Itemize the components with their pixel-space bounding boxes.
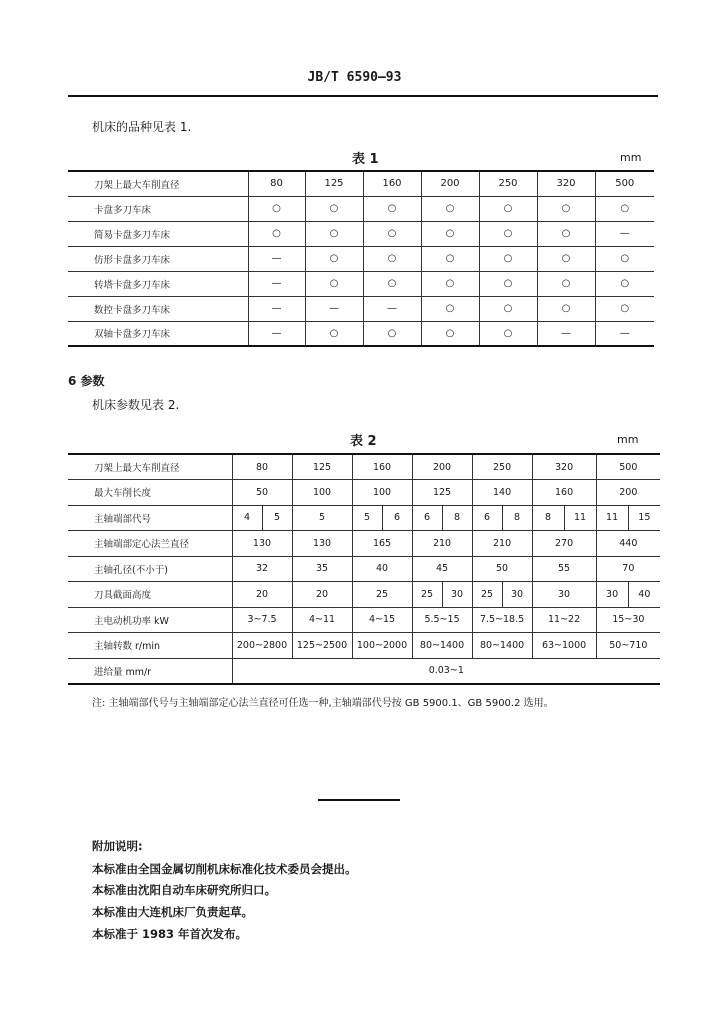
table-cell: ○ [421,296,479,321]
table-cell: 6 [382,505,412,531]
table-cell: ○ [305,321,363,346]
table-cell: 32 [232,556,292,582]
table-cell: ○ [421,246,479,271]
section-6-title: 6 参数 [68,374,105,388]
table-cell: 320 [532,454,596,480]
table-cell: 200~2800 [232,633,292,659]
table-cell: 80~1400 [472,633,532,659]
table-cell: 160 [352,454,412,480]
table2-note: 注: 主轴端部代号与主轴端部定心法兰直径可任选一种,主轴端部代号按 GB 5900.1、GB 5900.2 选用。 [92,698,554,709]
end-rule [318,799,400,801]
table-cell: 30 [502,582,532,608]
table-cell: 125 [412,480,472,506]
table-cell: 20 [232,582,292,608]
table-cell: 40 [352,556,412,582]
table-cell: — [595,221,654,246]
additional-notes-title: 附加说明: [92,839,143,853]
table-cell: ○ [595,296,654,321]
table-row [68,607,660,633]
table1-header-cell: 500 [595,171,654,196]
table1-header-cell: 200 [421,171,479,196]
table-row [68,531,660,557]
table-cell: 160 [532,480,596,506]
table-cell: ○ [305,221,363,246]
table-cell: ○ [479,271,537,296]
table-cell: ○ [363,196,421,221]
row-label: 仿形卡盘多刀车床 [68,246,248,271]
table1-caption: 表 1 [352,152,379,167]
table-cell: ○ [305,196,363,221]
table-cell: 25 [352,582,412,608]
row-label: 最大车削长度 [68,480,232,506]
table-row [68,246,654,271]
row-label: 主轴孔径(不小于) [68,556,232,582]
table-cell: — [248,296,305,321]
table-cell: ○ [248,196,305,221]
additional-note-line: 本标准由大连机床厂负责起草。 [92,905,253,919]
table-cell: 11 [564,505,596,531]
table-cell: 130 [292,531,352,557]
table-cell: 40 [628,582,660,608]
table-cell: 20 [292,582,352,608]
table-cell: 7.5~18.5 [472,607,532,633]
table-cell: 45 [412,556,472,582]
table-cell: ○ [595,246,654,271]
additional-note-line: 本标准于 1983 年首次发布。 [92,927,248,941]
table-row [68,658,660,684]
table-cell: 100 [292,480,352,506]
row-label: 转塔卡盘多刀车床 [68,271,248,296]
table-cell: 130 [232,531,292,557]
table-cell: 165 [352,531,412,557]
row-label: 主轴端部代号 [68,505,232,531]
table-cell: ○ [363,221,421,246]
table-cell: ○ [479,321,537,346]
table2-caption: 表 2 [350,434,377,449]
table-cell: ○ [479,196,537,221]
table-cell: ○ [305,246,363,271]
table-cell: 4~11 [292,607,352,633]
table-cell: ○ [537,296,595,321]
table-cell: 4 [232,505,262,531]
table-cell: ○ [421,196,479,221]
table-cell: ○ [537,196,595,221]
table2-unit: mm [617,433,639,446]
additional-note-line: 本标准由全国金属切削机床标准化技术委员会提出。 [92,862,357,876]
table-cell: 270 [532,531,596,557]
table-cell: 140 [472,480,532,506]
table-cell: 4~15 [352,607,412,633]
table-cell: 8 [532,505,564,531]
table-cell: ○ [479,221,537,246]
table-cell: 80~1400 [412,633,472,659]
standard-code-header: JB/T 6590—93 [307,70,402,85]
table-cell: ○ [421,221,479,246]
table-cell: 8 [442,505,472,531]
table-cell: 55 [532,556,596,582]
table1-header-cell: 160 [363,171,421,196]
row-label: 主轴端部定心法兰直径 [68,531,232,557]
additional-note-line: 本标准由沈阳自动车床研究所归口。 [92,883,276,897]
row-label: 双轴卡盘多刀车床 [94,329,171,341]
table-cell: 11 [596,505,628,531]
table-cell: 30 [442,582,472,608]
table-cell: 50~710 [596,633,660,659]
table-row [68,556,660,582]
table-cell: 30 [596,582,628,608]
table-cell: ○ [595,196,654,221]
row-label: 卡盘多刀车床 [68,196,248,221]
table-cell: ○ [537,246,595,271]
table-cell: 5 [292,505,352,531]
table-cell: 0.03~1 [232,658,660,684]
table-cell: ○ [421,321,479,346]
table-cell: ○ [363,271,421,296]
table1-unit: mm [620,151,642,164]
table-cell: ○ [363,321,421,346]
table-cell: 8 [502,505,532,531]
table-cell: ○ [537,221,595,246]
table-cell: 5 [262,505,292,531]
table2 [68,453,660,685]
table-cell: 200 [412,454,472,480]
table-cell: 5 [352,505,382,531]
table-row [68,321,654,346]
table-row [68,221,654,246]
table-cell: 30 [532,582,596,608]
table-cell: ○ [479,296,537,321]
table-cell: 15 [628,505,660,531]
table-cell: 11~22 [532,607,596,633]
table1-header-cell: 125 [305,171,363,196]
table-cell: 25 [472,582,502,608]
table-cell: 6 [472,505,502,531]
table-cell: 6 [412,505,442,531]
row-label: 刀架上最大车削直径 [68,454,232,480]
table-cell: 50 [472,556,532,582]
table-row [68,196,654,221]
table-cell: — [363,296,421,321]
table-row [68,505,660,531]
table-cell: — [595,321,654,346]
intro-text: 机床的品种见表 1. [92,120,192,134]
table-cell: 200 [596,480,660,506]
table-cell: 250 [472,454,532,480]
table-cell: 50 [232,480,292,506]
table-row [68,271,654,296]
table-cell: ○ [305,271,363,296]
table-cell: — [537,321,595,346]
table-cell: 15~30 [596,607,660,633]
table-cell: — [248,246,305,271]
table1-header-cell: 80 [248,171,305,196]
table1-header-cell: 320 [537,171,595,196]
header-rule [68,95,658,97]
table-cell: 63~1000 [532,633,596,659]
row-label: 刀具截面高度 [68,582,232,608]
table-row [68,296,654,321]
table-cell: 35 [292,556,352,582]
table-cell: 125 [292,454,352,480]
table-cell: ○ [248,221,305,246]
table-row [68,454,660,480]
table-cell: 80 [232,454,292,480]
table-cell: ○ [363,246,421,271]
table-cell: ○ [537,271,595,296]
table-cell: — [248,321,305,346]
table-cell: 210 [472,531,532,557]
table-cell: ○ [421,271,479,296]
table-cell: 70 [596,556,660,582]
table-cell: 5.5~15 [412,607,472,633]
table-cell: 25 [412,582,442,608]
table-cell: 500 [596,454,660,480]
table-row [68,582,660,608]
row-label: 主电动机功率 kW [68,607,232,633]
table-cell: — [305,296,363,321]
table1-header-cell: 刀架上最大车削直径 [68,171,248,196]
table-cell: — [248,271,305,296]
section-6-text: 机床参数见表 2. [92,398,180,412]
table1 [68,170,654,347]
table-cell: 100~2000 [352,633,412,659]
table-cell: ○ [479,246,537,271]
row-label: 主轴转数 r/min [68,633,232,659]
row-label: 进给量 mm/r [94,666,152,678]
table-cell: 440 [596,531,660,557]
table1-header-row [68,171,654,196]
table-row [68,633,660,659]
table-cell: ○ [595,271,654,296]
table-cell: 3~7.5 [232,607,292,633]
row-label: 简易卡盘多刀车床 [68,221,248,246]
table-cell: 125~2500 [292,633,352,659]
table-cell: 100 [352,480,412,506]
table-row [68,480,660,506]
row-label: 数控卡盘多刀车床 [68,296,248,321]
table1-header-cell: 250 [479,171,537,196]
table-cell: 210 [412,531,472,557]
